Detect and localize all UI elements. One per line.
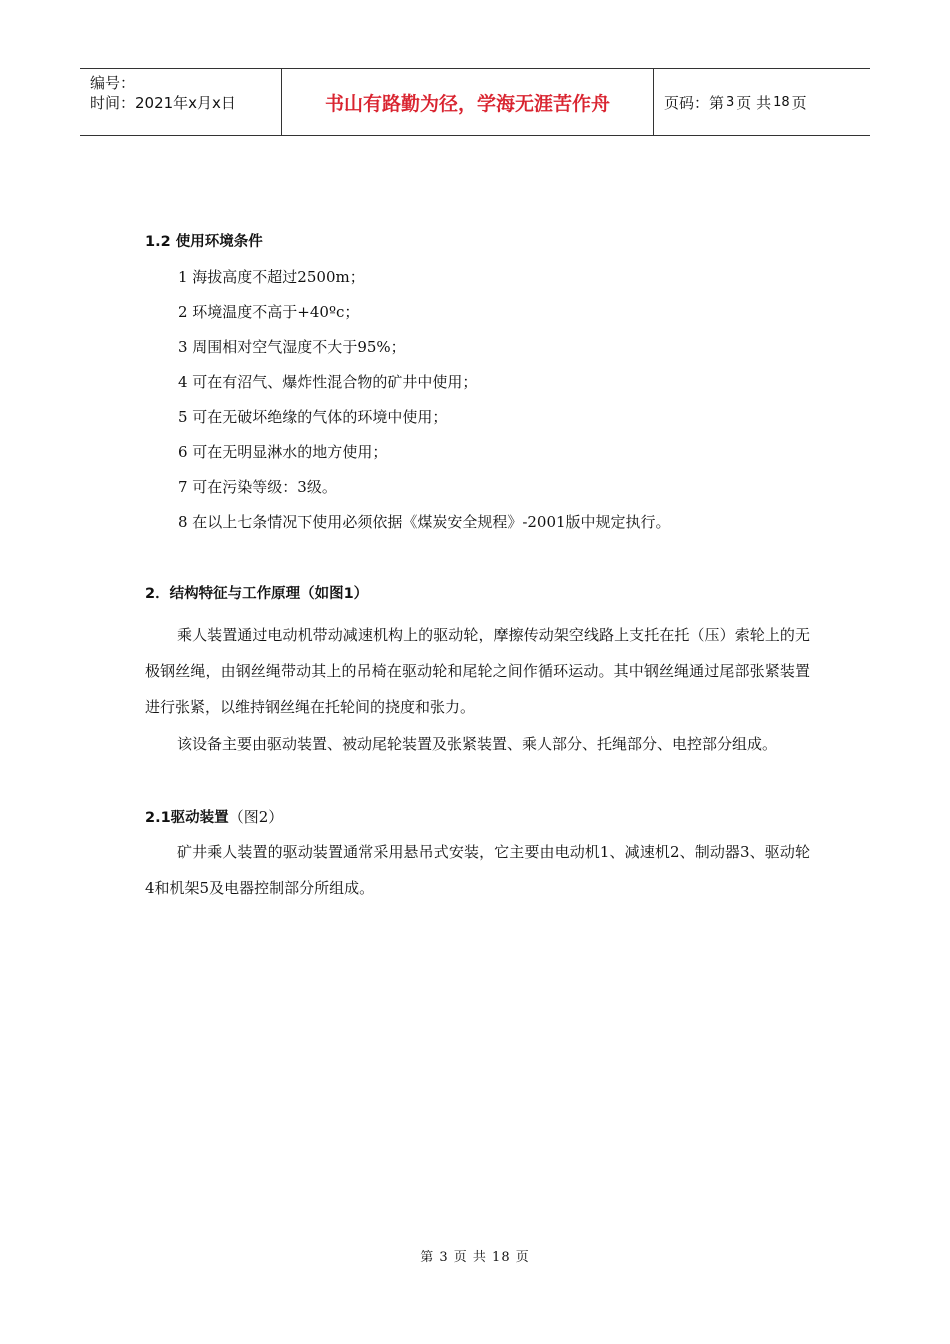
header-meta [80, 69, 282, 135]
code-label: 编号： [90, 74, 136, 92]
section-2-1-paragraph: 矿井乘人装置的驱动装置通常采用悬吊式安装，它主要由电动机1、减速机2、制动器3、驱动轮4和机架5及电器控制部分所组成。 [145, 843, 810, 897]
page-total: 18 [773, 94, 790, 110]
condition-item: 6 可在无明显淋水的地方使用； [178, 443, 388, 461]
condition-item: 5 可在无破坏绝缘的气体的环境中使用； [178, 408, 448, 426]
section-2-1-figure-ref: （图2） [228, 808, 284, 826]
header-motto: 书山有路勤为径，学海无涯苦作舟 [282, 69, 654, 135]
condition-item: 3 周围相对空气湿度不大于95%； [178, 338, 406, 356]
condition-item: 1 海拔高度不超过2500m； [178, 268, 365, 286]
page-number: 3 [726, 94, 735, 110]
condition-item: 2 环境温度不高于+40ºc； [178, 303, 360, 321]
page-header [80, 68, 870, 136]
page-mid: 页 共 [736, 93, 772, 112]
section-2-title: 2．结构特征与工作原理（如图1） [145, 586, 369, 602]
header-page-info [654, 69, 870, 135]
page-suffix: 页 [791, 93, 807, 112]
condition-item: 4 可在有沼气、爆炸性混合物的矿井中使用； [178, 373, 478, 391]
page-footer: 第 3 页 共 18 页 [420, 1250, 530, 1265]
condition-item: 8 在以上七条情况下使用必须依据《煤炭安全规程》-2001版中规定执行。 [178, 513, 671, 531]
section-1-2-title: 1.2 使用环境条件 [145, 234, 263, 250]
section-2-1-heading [145, 806, 283, 827]
section-2-paragraph-1: 乘人装置通过电动机带动减速机构上的驱动轮，摩擦传动架空线路上支托在托（压）索轮上的无极钢丝绳，由钢丝绳带动其上的吊椅在驱动轮和尾轮之间作循环运动。其中钢丝绳通过尾部张紧装置进行张紧，以维持钢丝绳在托轮间的挠度和张力。 [145, 626, 810, 716]
page-prefix: 页码：第 [664, 93, 725, 112]
section-2-paragraph-2: 该设备主要由驱动装置、被动尾轮装置及张紧装置、乘人部分、托绳部分、电控部分组成。 [177, 735, 778, 753]
section-2-1-title: 2.1驱动装置 [145, 810, 229, 826]
condition-item: 7 可在污染等级：3级。 [178, 478, 337, 496]
time-label: 时间：2021年x月x日 [90, 94, 236, 112]
